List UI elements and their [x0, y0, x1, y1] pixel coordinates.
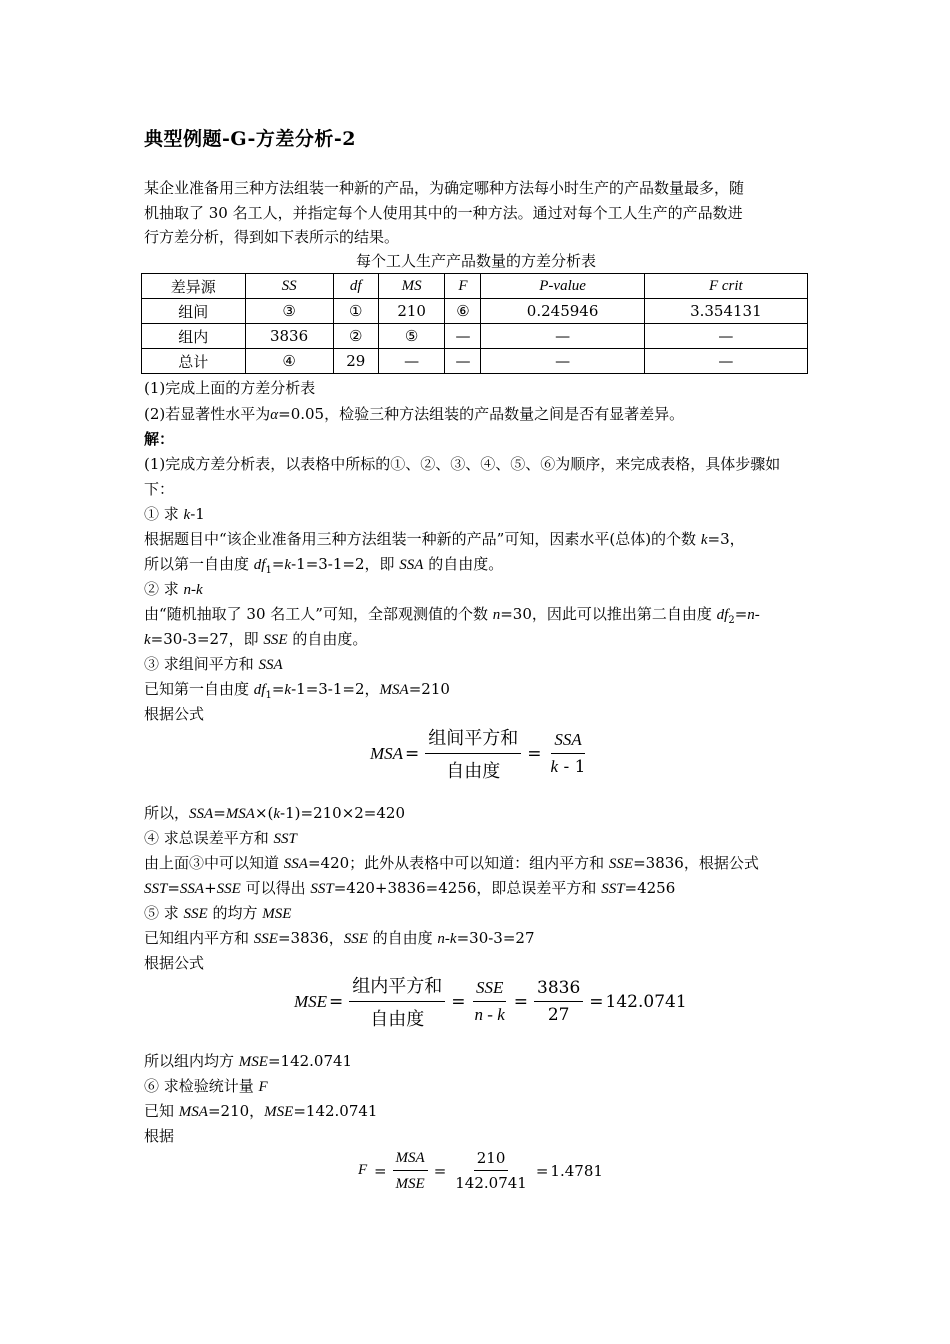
solution-label: 解： [144, 430, 175, 448]
step3-result: 所以，SSA=MSA×(k-1)=210×2=420 [144, 804, 406, 822]
table-caption: 每个工人生产产品数量的方差分析表 [355, 252, 596, 270]
step1-line-2: 所以第一自由度 $df_1=k-1=3-1=2$，即 SSA 的自由度。 [144, 555, 504, 576]
step2-line-2: k=30-3=27，即 SSE 的自由度。 [144, 630, 368, 648]
step4-line-1: 由上面③中可以知道 SSA=420；此外从表格中可以知道：组内平方和 SSE=3836，根据公式 [144, 854, 759, 872]
header-cell-ss: SS [245, 274, 333, 299]
table-cell: ① [333, 299, 378, 324]
step3-title: ③ 求组间平方和 SSA [144, 655, 283, 673]
table-row [142, 324, 808, 349]
table-cell: — [445, 349, 481, 374]
step5-title: ⑤ 求 SSE 的均方 MSE [144, 904, 292, 922]
step5-result: 所以组内均方 MSE=142.0741 [144, 1052, 353, 1070]
table-cell: — [445, 324, 481, 349]
header-cell-source: 差异源 [142, 274, 246, 299]
alpha-symbol: α [270, 407, 279, 423]
fraction: $\frac{\text{SSE}}{n - k}$ [474, 978, 505, 1024]
step6-line-1: 已知 MSA=210，MSE=142.0741 [144, 1102, 378, 1120]
table-cell: ④ [245, 349, 333, 374]
intro-line-2: 机抽取了 30 名工人，并指定每个人使用其中的一种方法。通过对每个工人生产的产品数进 [144, 204, 743, 222]
step4-title: ④ 求总误差平方和 SST [144, 829, 297, 847]
table-row [142, 299, 808, 324]
fraction: $\frac{210}{142.0741}$ [455, 1149, 527, 1192]
table-header-row [142, 274, 808, 299]
step3-line-1: 已知第一自由度 $df_1=k-1=3-1=2$，MSA=210 [144, 680, 450, 701]
header-cell-f: F [445, 274, 481, 299]
formula-label-2: 根据公式 [144, 954, 205, 972]
fraction: $\frac{3836}{27}$ [534, 978, 583, 1025]
table-cell: 总计 [142, 349, 246, 374]
table-cell: 29 [333, 349, 378, 374]
question-2: (2)若显著性水平为α=0.05，检验三种方法组装的产品数量之间是否有显著差异。 [144, 405, 685, 423]
step2-line-1: 由“随机抽取了 30 名工人”可知，全部观测值的个数 n=30，因此可以推出第二自由度 $df_2=n-$ [144, 605, 760, 626]
formula-msa: MSA = $\frac{\text{组间平方和}}{\text{自由度}}$ = $\frac{\text{SSA}}{k - 1}$ [370, 724, 592, 783]
table-cell: 3.354131 [644, 299, 807, 324]
fraction: $\frac{\text{组间平方和}}{\text{自由度}}$ [425, 724, 521, 783]
step1-line-1: 根据题目中“该企业准备用三种方法组装一种新的产品”可知，因素水平(总体)的个数 k=3， [144, 530, 745, 548]
solution-intro-2: 下： [144, 480, 175, 498]
step5-line-1: 已知组内平方和 SSE=3836，SSE 的自由度 n-k=30-3=27 [144, 929, 535, 947]
intro-line-3: 行方差分析，得到如下表所示的结果。 [144, 228, 400, 246]
formula-label-3: 根据 [144, 1127, 175, 1145]
table-cell: 3836 [245, 324, 333, 349]
table-row [142, 349, 808, 374]
header-cell-ms: MS [378, 274, 445, 299]
formula-label-1: 根据公式 [144, 705, 205, 723]
table-cell: ⑤ [378, 324, 445, 349]
header-cell-fcrit: F crit [644, 274, 807, 299]
table-cell: — [644, 349, 807, 374]
header-cell-pvalue: P-value [481, 274, 644, 299]
table-cell: ⑥ [445, 299, 481, 324]
header-cell-df: df [333, 274, 378, 299]
table-cell: — [481, 349, 644, 374]
step2-title: ② 求 n-k [144, 580, 203, 598]
table-cell: — [378, 349, 445, 374]
table-cell: 210 [378, 299, 445, 324]
table-cell: ③ [245, 299, 333, 324]
fraction: $\frac{\text{MSA}}{\text{MSE}}$ [393, 1148, 428, 1193]
intro-line-1: 某企业准备用三种方法组装一种新的产品，为确定哪种方法每小时生产的产品数量最多，随 [144, 179, 745, 197]
page-title: 典型例题-G-方差分析-2 [144, 128, 356, 150]
step4-line-2: SST=SSA+SSE 可以得出 SST=420+3836=4256，即总误差平方和 SST=4256 [144, 879, 676, 897]
anova-table [141, 273, 808, 374]
question-1: (1)完成上面的方差分析表 [144, 379, 316, 397]
formula-mse: MSE = $\frac{\text{组内平方和}}{\text{自由度}}$ = $\frac{\text{SSE}}{n - k}$ = $\frac{3836}{27}$ = 142.0741 [294, 972, 687, 1031]
table-cell: 组间 [142, 299, 246, 324]
step6-title: ⑥ 求检验统计量 F [144, 1077, 268, 1095]
table-cell: 0.245946 [481, 299, 644, 324]
fraction: $\frac{\text{组内平方和}}{\text{自由度}}$ [349, 972, 445, 1031]
step1-title: ① 求 k-1 [144, 505, 205, 523]
table-cell: ② [333, 324, 378, 349]
table-cell: — [481, 324, 644, 349]
formula-f: F = $\frac{\text{MSA}}{\text{MSE}}$ = $\frac{210}{142.0741}$ = 1.4781 [358, 1149, 603, 1192]
fraction: $\frac{\text{SSA}}{k - 1}$ [550, 730, 586, 777]
table-cell: — [644, 324, 807, 349]
table-cell: 组内 [142, 324, 246, 349]
solution-intro-1: (1)完成方差分析表，以表格中所标的①、②、③、④、⑤、⑥为顺序，来完成表格，具体步骤如 [144, 455, 781, 473]
